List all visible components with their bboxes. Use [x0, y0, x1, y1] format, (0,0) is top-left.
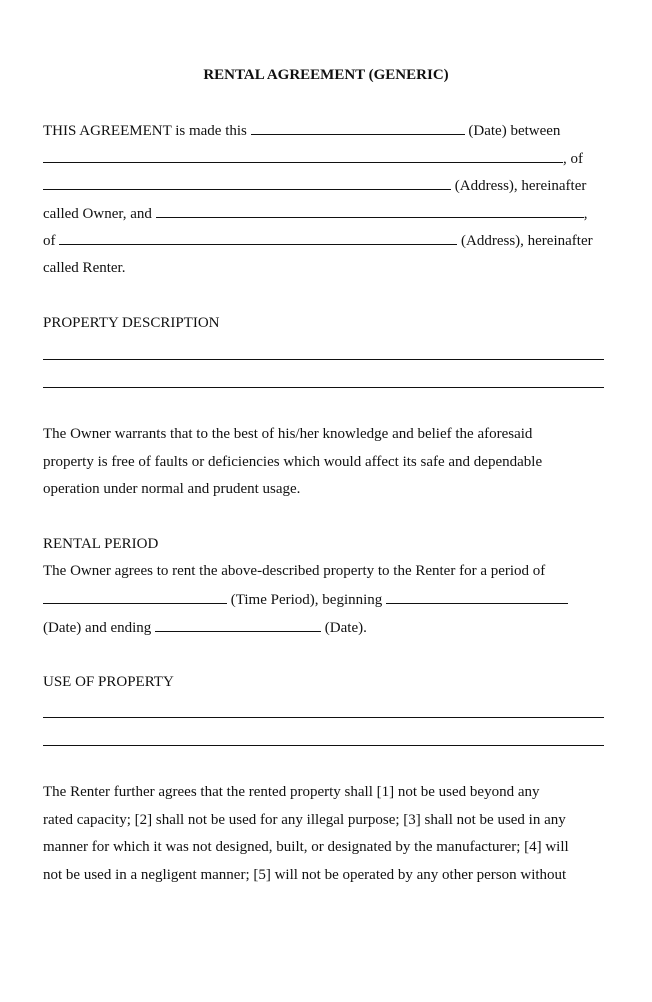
use-of-property-blank-1[interactable] — [43, 717, 604, 718]
intro-text: called Owner, and — [43, 206, 152, 222]
rental-period-heading: RENTAL PERIOD — [43, 536, 159, 552]
intro-text: (Address), hereinafter — [454, 178, 587, 194]
rental-period-text: (Time Period), beginning — [230, 592, 383, 608]
use-of-property-blank-2[interactable] — [43, 745, 604, 746]
property-description-blank-1[interactable] — [43, 359, 604, 360]
intro-text: (Address), hereinafter — [461, 233, 593, 249]
renter-name-blank[interactable] — [156, 204, 584, 218]
intro-line-6: called Renter. — [43, 260, 126, 276]
warranty-paragraph-line: operation under normal and prudent usage. — [43, 481, 301, 497]
rental-period-line-1: The Owner agrees to rent the above-described property to the Renter for a period of — [43, 563, 546, 579]
warranty-paragraph-line: property is free of faults or deficiencies which would affect its safe and dependable — [43, 454, 543, 470]
start-date-blank[interactable] — [386, 590, 568, 604]
property-description-blank-2[interactable] — [43, 387, 604, 388]
intro-text: , — [583, 206, 588, 222]
date-blank[interactable] — [251, 121, 465, 135]
intro-text: (Date) between — [468, 123, 561, 139]
renter-address-blank[interactable] — [59, 231, 457, 245]
end-date-blank[interactable] — [155, 618, 321, 632]
intro-line-2 — [43, 149, 583, 168]
owner-address-blank[interactable] — [43, 176, 451, 190]
property-description-heading: PROPERTY DESCRIPTION — [43, 315, 220, 331]
use-paragraph-line: manner for which it was not designed, built, or designated by the manufacturer; [4] will — [43, 839, 569, 855]
intro-line-1 — [43, 121, 560, 140]
intro-line-4 — [43, 204, 587, 223]
use-of-property-heading: USE OF PROPERTY — [43, 674, 174, 690]
use-paragraph-line: rated capacity; [2] shall not be used for any illegal purpose; [3] shall not be used in any — [43, 812, 566, 828]
time-period-blank[interactable] — [43, 590, 227, 604]
rental-period-text: (Date) and ending — [43, 620, 152, 636]
use-paragraph-line: The Renter further agrees that the rented property shall [1] not be used beyond any — [43, 784, 540, 800]
rental-period-line-3 — [43, 618, 367, 637]
rental-period-text: (Date). — [324, 620, 367, 636]
intro-text: , of — [563, 151, 583, 167]
intro-text: of — [43, 233, 56, 249]
intro-text: THIS AGREEMENT is made this — [43, 123, 247, 139]
use-paragraph-line: not be used in a negligent manner; [5] will not be operated by any other person without — [43, 867, 567, 883]
intro-line-5 — [43, 231, 593, 250]
rental-period-line-2 — [43, 590, 568, 609]
warranty-paragraph-line: The Owner warrants that to the best of his/her knowledge and belief the aforesaid — [43, 426, 533, 442]
owner-name-blank[interactable] — [43, 149, 563, 163]
document-title: RENTAL AGREEMENT (GENERIC) — [203, 67, 449, 83]
intro-line-3 — [43, 176, 586, 195]
